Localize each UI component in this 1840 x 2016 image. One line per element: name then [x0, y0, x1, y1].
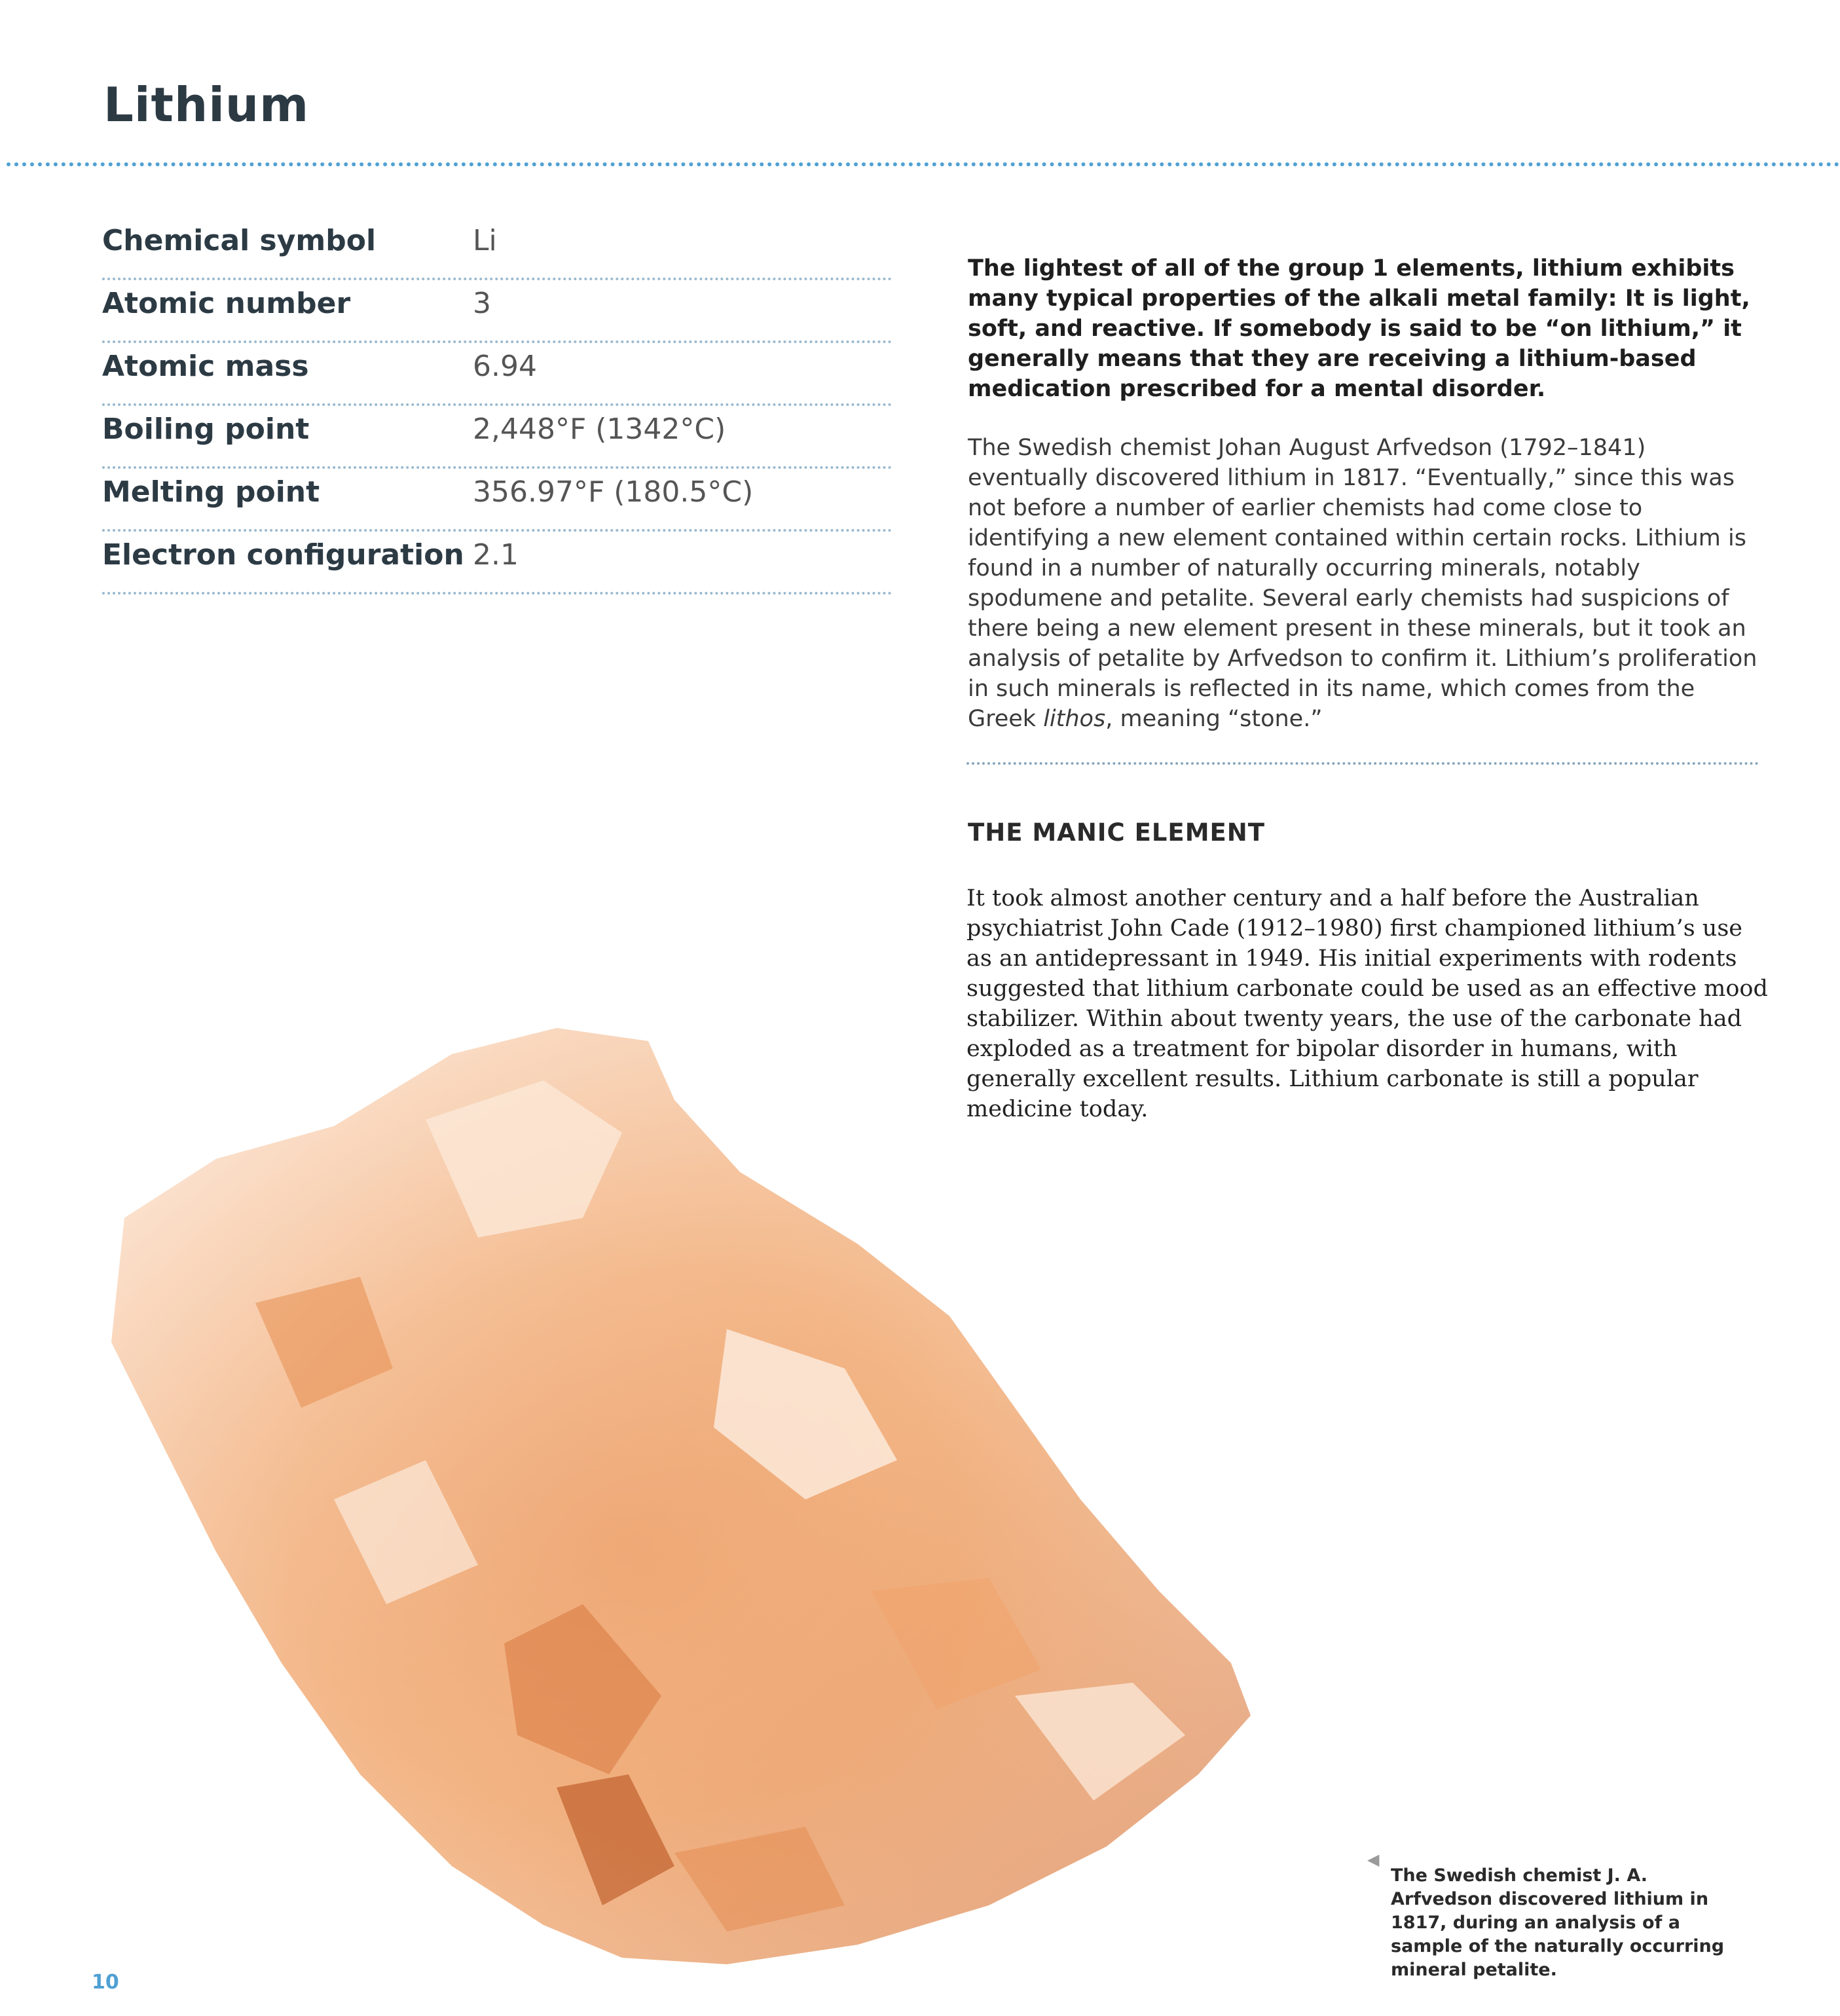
intro-lead-paragraph: The lightest of all of the group 1 elements, lithium exhibits many typical properties of the alkali metal family: It is light, soft, and reactive. If somebody is said to be “on lithium,” it generally means that they are receiving a lithium-based medication prescribed for a mental disorder.	[968, 255, 1750, 402]
fact-label: Melting point	[102, 475, 320, 509]
page-number: 10	[92, 1971, 119, 1994]
mineral-shading	[111, 1028, 1251, 1964]
fact-row-atomic-mass	[102, 343, 892, 406]
fact-value: 2.1	[473, 538, 519, 572]
fact-value: 2,448°F (1342°C)	[473, 412, 726, 446]
fact-label: Atomic mass	[102, 350, 309, 383]
fact-label: Chemical symbol	[102, 224, 377, 257]
section-paragraph: It took almost another century and a half before the Australian psychiatrist John Cade (1912–1980) first championed lithium’s use as an antidepressant in 1949. His initial experiments with rodents suggested that lithium carbonate could be used as an effective mood stabilizer. Within about twenty years, the use of the carbonate had exploded as a treatment for bipolar disorder in humans, with generally excellent results. Lithium carbonate is still a popular medicine today.	[966, 885, 1768, 1122]
section-divider	[966, 762, 1759, 765]
intro-body-italic-word: lithos	[1043, 706, 1106, 732]
intro-body-text-end: , meaning “stone.”	[1105, 706, 1323, 732]
facts-table	[102, 217, 892, 595]
fact-row-boiling-point	[102, 406, 892, 469]
fact-row-chemical-symbol	[102, 217, 892, 280]
fact-row-atomic-number	[102, 280, 892, 343]
page-title: Lithium	[103, 77, 310, 132]
fact-value: 6.94	[473, 350, 537, 383]
fact-value: 356.97°F (180.5°C)	[473, 475, 754, 509]
fact-label: Electron configuration	[102, 538, 464, 572]
figure-caption: The Swedish chemist J. A. Arfvedson discovered lithium in 1817, during an analysis of a sample of the naturally occurring mineral petalite.	[1391, 1865, 1725, 1980]
section-heading: THE MANIC ELEMENT	[968, 818, 1266, 847]
fact-label: Boiling point	[102, 412, 310, 446]
fact-value: 3	[473, 287, 491, 320]
fact-value: Li	[473, 224, 497, 257]
intro-body-text: The Swedish chemist Johan August Arfvedson (1792–1841) eventually discovered lithium in 1817. “Eventually,” since this was not before a number of earlier chemists had come close to identifying a new element contained within certain rocks. Lithium is found in a number of naturally occurring minerals, notably spodumene and petalite. Several early chemists had suspicions of there being a new element present in these minerals, but it took an analysis of petalite by Arfvedson to confirm it. Lithium’s proliferation in such minerals is reflected in its name, which comes from the Greek	[968, 435, 1757, 732]
fact-label: Atomic number	[102, 287, 351, 320]
caption-pointer-icon: ◀	[1367, 1851, 1380, 1869]
intro-body-paragraph	[968, 433, 1768, 734]
fact-row-electron-configuration	[102, 532, 892, 595]
fact-row-melting-point	[102, 469, 892, 532]
petalite-mineral-image	[85, 1002, 1264, 1984]
title-divider	[7, 162, 1840, 166]
